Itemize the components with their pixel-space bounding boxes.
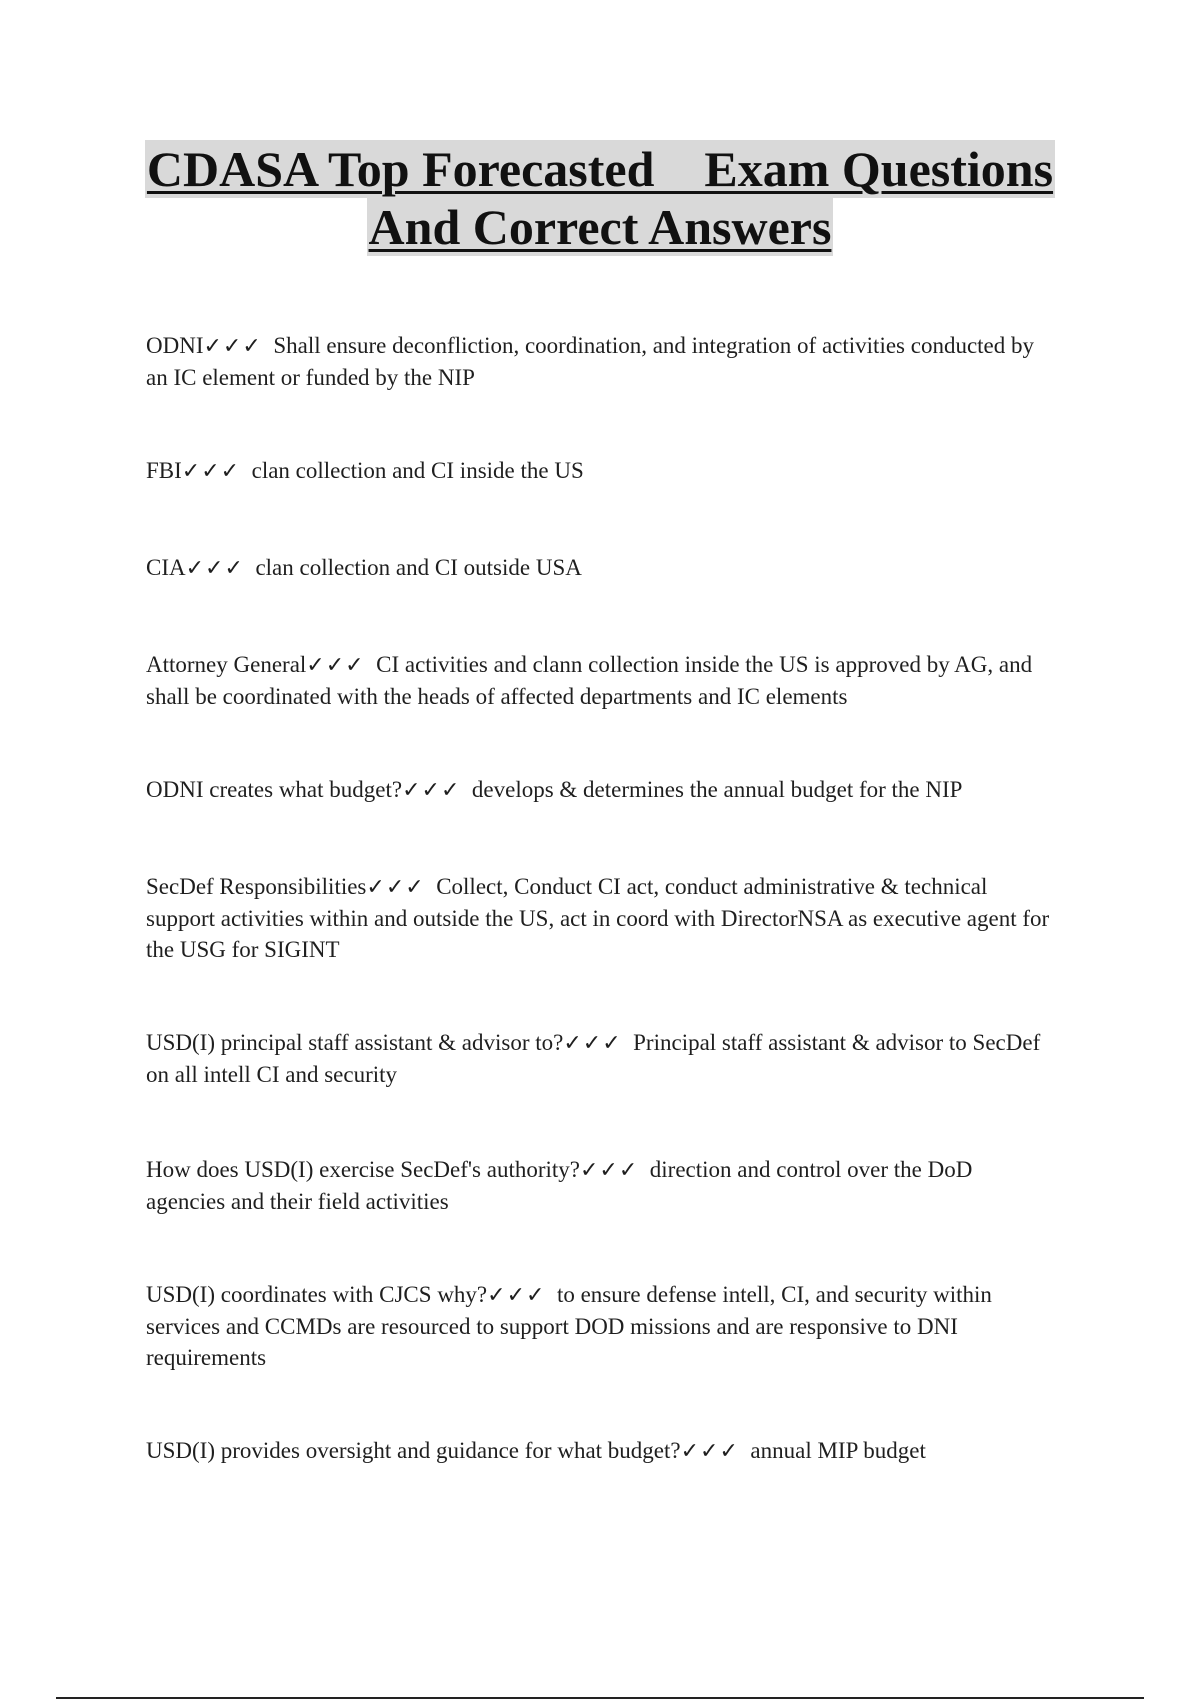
answer: clan collection and CI inside the US (251, 458, 584, 483)
checkmark-icon: ✓✓✓ (487, 1283, 546, 1308)
checkmark-icon: ✓✓✓ (402, 778, 461, 803)
checkmark-icon: ✓✓✓ (185, 556, 244, 581)
qa-item-attorney-general (146, 649, 1056, 712)
answer: develops & determines the annual budget for the NIP (471, 777, 963, 802)
checkmark-icon: ✓✓✓ (579, 1158, 639, 1183)
answer: to ensure defense intell, CI, and security within services and CCMDs are resourced to support DOD missions and are responsive to DNI requirements (146, 1282, 992, 1370)
answer: direction and control over the DoD agencies and their field activities (146, 1157, 973, 1214)
title-line-2: And Correct Answers (368, 199, 832, 255)
qa-item-usdi-advisor (146, 1027, 1056, 1090)
question: ODNI creates what budget? (146, 777, 403, 802)
qa-item-usdi-budget (146, 1435, 1056, 1467)
qa-item-usdi-cjcs (146, 1279, 1056, 1373)
checkmark-icon: ✓✓✓ (203, 334, 262, 359)
answer: Principal staff assistant & advisor to SecDef on all intell CI and security (146, 1030, 1041, 1087)
question: USD(I) provides oversight and guidance for what budget? (146, 1438, 681, 1463)
question: USD(I) coordinates with CJCS why? (146, 1282, 488, 1307)
question: FBI (146, 458, 182, 483)
qa-item-odni (146, 330, 1056, 393)
question: How does USD(I) exercise SecDef's authority? (146, 1157, 580, 1182)
answer: clan collection and CI outside USA (255, 555, 582, 580)
checkmark-icon: ✓✓✓ (306, 653, 365, 678)
checkmark-icon: ✓✓✓ (680, 1439, 739, 1464)
title-line-1: CDASA Top Forecasted Exam Questions (146, 141, 1054, 197)
answer: annual MIP budget (750, 1438, 926, 1463)
answer: Collect, Conduct CI act, conduct administrative & technical support activities within and outside the US, act in coord with DirectorNSA as executive agent for the USG for SIGINT (146, 874, 1050, 962)
qa-item-usdi-authority (146, 1154, 1056, 1217)
question: ODNI (146, 333, 204, 358)
question: USD(I) principal staff assistant & advisor to? (146, 1030, 564, 1055)
qa-item-secdef (146, 871, 1056, 965)
checkmark-icon: ✓✓✓ (563, 1031, 622, 1056)
checkmark-icon: ✓✓✓ (366, 875, 425, 900)
page-title (0, 140, 1200, 256)
question: Attorney General (146, 652, 307, 677)
checkmark-icon: ✓✓✓ (181, 459, 241, 484)
qa-item-fbi (146, 455, 1056, 487)
answer: Shall ensure deconfliction, coordination, and integration of activities conducted by an IC element or funded by the NIP (146, 333, 1035, 390)
question: CIA (146, 555, 186, 580)
qa-item-odni-budget (146, 774, 1056, 806)
bottom-divider (56, 1697, 1144, 1699)
question: SecDef Responsibilities (146, 874, 367, 899)
answer: CI activities and clann collection inside the US is approved by AG, and shall be coordinated with the heads of affected departments and IC elements (146, 652, 1033, 709)
qa-item-cia (146, 552, 1056, 584)
